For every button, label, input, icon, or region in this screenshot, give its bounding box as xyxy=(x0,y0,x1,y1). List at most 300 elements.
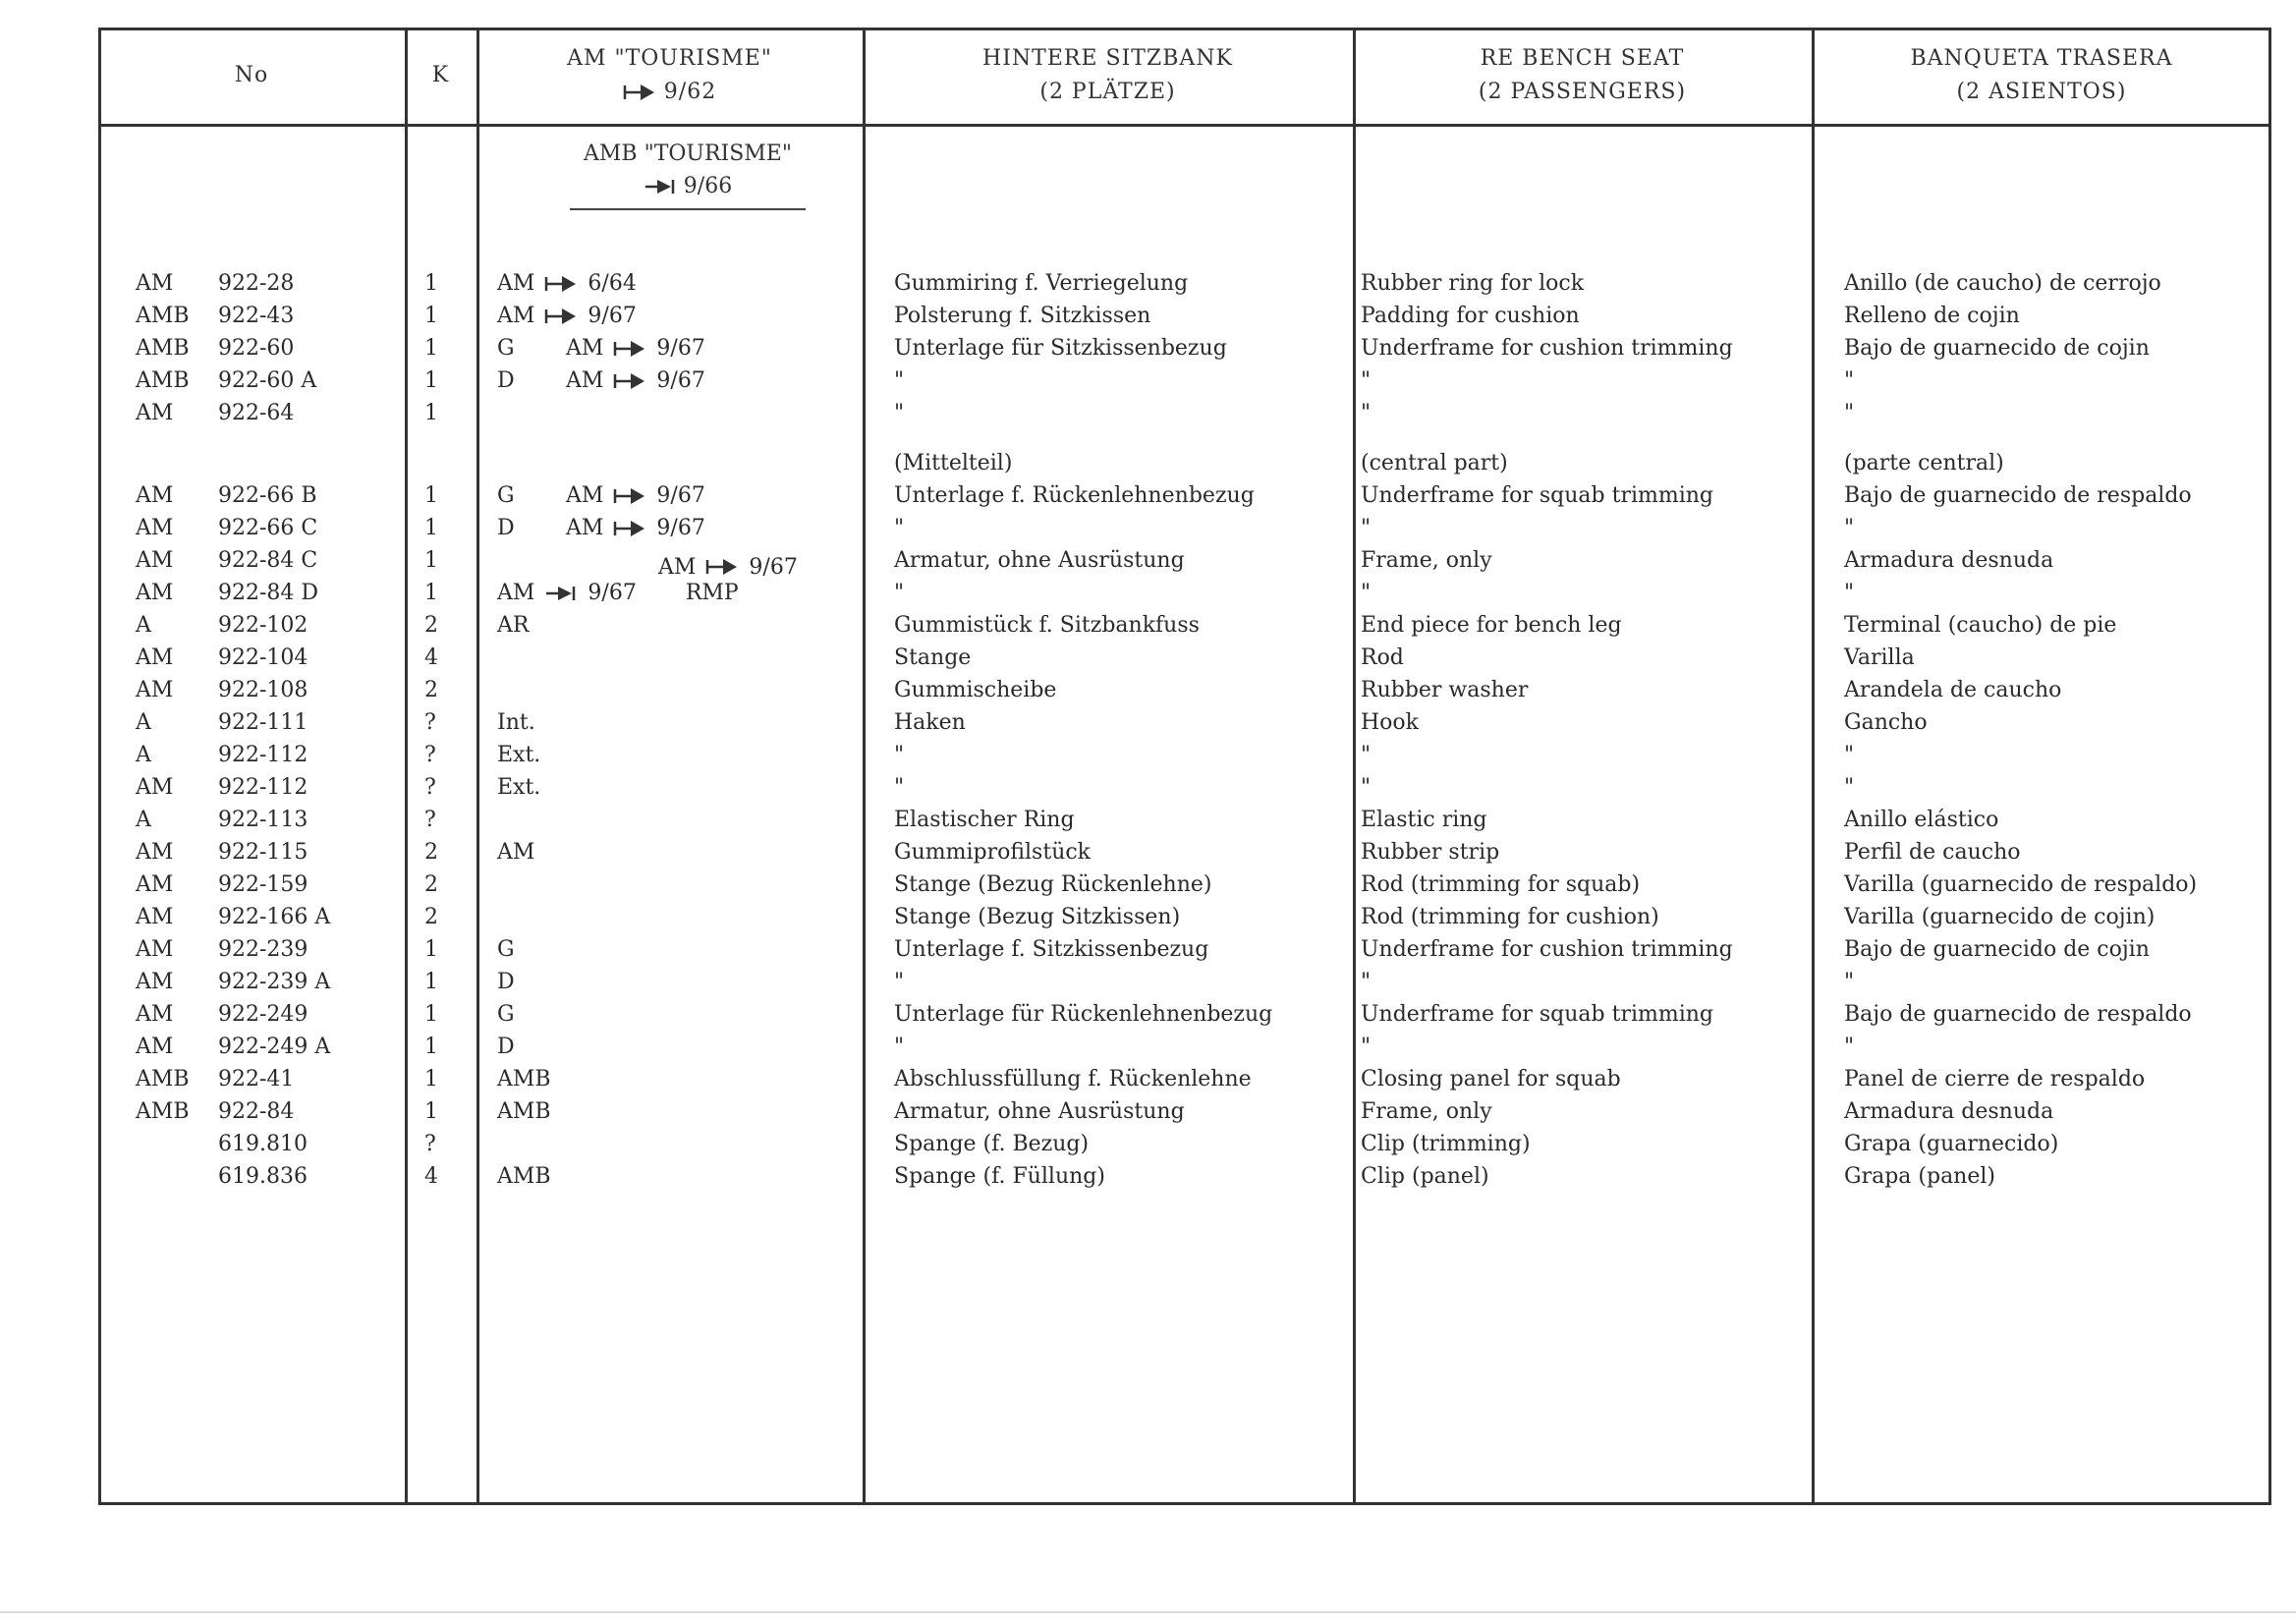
table-row xyxy=(98,739,2271,771)
description-german: " xyxy=(894,516,905,540)
quantity-k: 1 xyxy=(424,970,438,994)
applicability-value xyxy=(497,933,525,966)
part-number: 922-166 A xyxy=(218,905,331,929)
applicability-value xyxy=(497,1063,561,1095)
table-row xyxy=(98,544,2271,580)
quantity-k: 2 xyxy=(424,840,438,865)
sub-header-underline xyxy=(570,208,806,210)
quantity-k: 1 xyxy=(424,548,438,573)
quantity-k: 2 xyxy=(424,613,438,638)
description-spanish: Varilla (guarnecido de respaldo) xyxy=(1844,872,2198,897)
part-number: 922-84 C xyxy=(218,548,318,573)
applicability-code: AMB xyxy=(497,1067,551,1092)
description-spanish: Armadura desnuda xyxy=(1844,1099,2054,1124)
description-german: Unterlage f. Sitzkissenbezug xyxy=(894,937,1209,962)
description-spanish: " xyxy=(1844,368,1855,393)
quantity-k: 1 xyxy=(424,483,438,508)
header-k xyxy=(405,28,476,124)
header-applicability-date: 9/62 xyxy=(663,80,717,104)
applicability-model: AM xyxy=(566,516,604,540)
applicability-cell xyxy=(497,609,538,642)
sub-header-amb xyxy=(501,138,874,210)
header-english-line2: (2 PASSENGERS) xyxy=(1478,80,1687,104)
quantity-k: 1 xyxy=(424,1067,438,1092)
applicability-value xyxy=(497,706,545,739)
description-spanish: " xyxy=(1844,581,1855,605)
end-arrow-icon xyxy=(644,177,677,196)
description-english: Clip (trimming) xyxy=(1361,1132,1531,1156)
description-english: Rod (trimming for squab) xyxy=(1361,872,1641,897)
description-spanish: Perfil de caucho xyxy=(1844,840,2021,865)
applicability-cell xyxy=(497,364,705,397)
description-german: Abschlussfüllung f. Rückenlehne xyxy=(894,1067,1252,1092)
start-arrow-icon xyxy=(613,519,646,538)
applicability-date: 9/67 xyxy=(656,368,705,393)
table-row xyxy=(98,868,2271,901)
part-number: 619.810 xyxy=(218,1132,308,1156)
table-row xyxy=(98,1095,2271,1128)
description-english: " xyxy=(1361,1035,1372,1059)
part-number: 922-112 xyxy=(218,743,308,767)
description-spanish: Anillo elástico xyxy=(1844,808,1999,832)
part-number: 922-104 xyxy=(218,645,308,670)
applicability-code: AM xyxy=(497,840,535,865)
description-english: " xyxy=(1361,581,1372,605)
part-number: 922-60 xyxy=(218,336,295,361)
part-prefix: AMB xyxy=(136,336,190,361)
start-arrow-icon xyxy=(705,557,739,577)
part-prefix: AMB xyxy=(136,368,190,393)
applicability-cell xyxy=(497,642,507,674)
part-prefix: AM xyxy=(136,581,174,605)
applicability-code: D xyxy=(497,1035,515,1059)
applicability-cell xyxy=(497,1063,561,1095)
applicability-code: G xyxy=(497,336,515,361)
applicability-value xyxy=(497,577,739,609)
part-prefix: AM xyxy=(136,970,174,994)
start-arrow-icon xyxy=(544,274,578,294)
applicability-value xyxy=(497,300,637,332)
description-english: Frame, only xyxy=(1361,548,1492,573)
part-number: 922-249 A xyxy=(218,1035,331,1059)
description-german: Gummischeibe xyxy=(894,678,1057,702)
quantity-k: 1 xyxy=(424,304,438,328)
table-row xyxy=(98,300,2271,332)
applicability-date: 9/67 xyxy=(588,304,637,328)
applicability-value xyxy=(497,998,525,1031)
description-english: Hook xyxy=(1361,710,1420,735)
part-number: 922-43 xyxy=(218,304,295,328)
applicability-cell xyxy=(497,933,525,966)
description-german: " xyxy=(894,743,905,767)
applicability-cell xyxy=(497,267,637,300)
table-row xyxy=(98,966,2271,998)
applicability-cell xyxy=(497,577,739,609)
description-german: Armatur, ohne Ausrüstung xyxy=(894,548,1185,573)
description-english: Underframe for cushion trimming xyxy=(1361,336,1733,361)
description-german: (Mittelteil) xyxy=(894,451,1013,476)
applicability-value xyxy=(497,479,705,512)
description-spanish: Terminal (caucho) de pie xyxy=(1844,613,2117,638)
header-no xyxy=(98,28,405,124)
applicability-cell xyxy=(497,332,705,364)
header-german-line1: HINTERE SITZBANK xyxy=(982,46,1233,71)
header-german-line2: (2 PLÄTZE) xyxy=(1039,80,1176,104)
applicability-cell xyxy=(497,868,507,901)
description-spanish: " xyxy=(1844,401,1855,425)
description-german: Stange xyxy=(894,645,972,670)
part-number: 922-239 xyxy=(218,937,308,962)
description-german: Stange (Bezug Sitzkissen) xyxy=(894,905,1181,929)
description-german: Elastischer Ring xyxy=(894,808,1075,832)
part-number: 922-102 xyxy=(218,613,308,638)
part-number: 922-108 xyxy=(218,678,308,702)
header-applicability xyxy=(476,28,863,124)
description-german: Unterlage f. Rückenlehnenbezug xyxy=(894,483,1255,508)
table-row xyxy=(98,1031,2271,1063)
description-spanish: " xyxy=(1844,970,1855,994)
part-number: 922-84 D xyxy=(218,581,319,605)
description-spanish: Varilla (guarnecido de cojin) xyxy=(1844,905,2156,929)
applicability-cell xyxy=(497,300,637,332)
description-spanish: Bajo de guarnecido de respaldo xyxy=(1844,483,2192,508)
applicability-value xyxy=(497,966,525,998)
table-row xyxy=(98,609,2271,642)
part-prefix: AM xyxy=(136,678,174,702)
description-german: Gummiprofilstück xyxy=(894,840,1092,865)
applicability-cell xyxy=(497,1095,561,1128)
table-row xyxy=(98,674,2271,706)
applicability-code: Ext. xyxy=(497,775,541,800)
description-spanish: Anillo (de caucho) de cerrojo xyxy=(1844,271,2161,296)
part-prefix: AMB xyxy=(136,1067,190,1092)
part-number: 922-112 xyxy=(218,775,308,800)
part-number: 922-115 xyxy=(218,840,308,865)
description-german: " xyxy=(894,1035,905,1059)
description-german: " xyxy=(894,970,905,994)
applicability-value xyxy=(497,1160,561,1193)
applicability-value xyxy=(497,267,637,300)
applicability-value xyxy=(497,609,538,642)
applicability-model: AM xyxy=(658,554,697,580)
description-english: Rubber strip xyxy=(1361,840,1500,865)
applicability-code: G xyxy=(497,937,515,962)
applicability-date: 9/67 xyxy=(656,336,705,361)
description-german: Haken xyxy=(894,710,966,735)
table-row xyxy=(98,577,2271,609)
applicability-value xyxy=(497,836,544,868)
header-german xyxy=(863,28,1353,124)
applicability-cell xyxy=(497,674,507,706)
description-spanish: " xyxy=(1844,516,1855,540)
part-number: 922-84 xyxy=(218,1099,295,1124)
description-english: " xyxy=(1361,970,1372,994)
sub-header-date-line xyxy=(501,170,874,202)
part-prefix: AM xyxy=(136,516,174,540)
table-row xyxy=(98,447,2271,479)
part-number: 619.836 xyxy=(218,1164,308,1189)
quantity-k: 1 xyxy=(424,1099,438,1124)
quantity-k: 1 xyxy=(424,1035,438,1059)
description-english: " xyxy=(1361,775,1372,800)
applicability-code: AM xyxy=(497,271,535,296)
description-english: Underframe for cushion trimming xyxy=(1361,937,1733,962)
part-prefix: A xyxy=(136,743,151,767)
quantity-k: ? xyxy=(424,1132,436,1156)
description-english: Rubber ring for lock xyxy=(1361,271,1585,296)
sub-header-line1: AMB "TOURISME" xyxy=(584,141,792,166)
part-prefix: AMB xyxy=(136,1099,190,1124)
applicability-cell xyxy=(497,1160,561,1193)
applicability-model: AM xyxy=(566,368,604,393)
part-prefix: AM xyxy=(136,872,174,897)
applicability-cell xyxy=(497,771,550,804)
quantity-k: 4 xyxy=(424,1164,438,1189)
part-prefix: AM xyxy=(136,271,174,296)
part-number: 922-111 xyxy=(218,710,308,735)
description-german: Spange (f. Füllung) xyxy=(894,1164,1105,1189)
part-prefix: AM xyxy=(136,645,174,670)
quantity-k: 1 xyxy=(424,271,438,296)
quantity-k: 1 xyxy=(424,516,438,540)
description-english: Padding for cushion xyxy=(1361,304,1580,328)
description-english: Frame, only xyxy=(1361,1099,1492,1124)
header-english-line1: RE BENCH SEAT xyxy=(1480,46,1685,71)
quantity-k: 4 xyxy=(424,645,438,670)
applicability-code: AR xyxy=(497,613,530,638)
quantity-k: 2 xyxy=(424,678,438,702)
table-row xyxy=(98,364,2271,397)
description-spanish: Arandela de caucho xyxy=(1844,678,2062,702)
description-spanish: " xyxy=(1844,743,1855,767)
header-applicability-line1: AM "TOURISME" xyxy=(567,46,772,71)
description-german: Unterlage für Sitzkissenbezug xyxy=(894,336,1227,361)
applicability-date: 9/67 xyxy=(749,554,798,580)
description-english: " xyxy=(1361,516,1372,540)
header-k-label: K xyxy=(431,63,450,87)
header-english xyxy=(1353,28,1812,124)
part-number: 922-113 xyxy=(218,808,308,832)
part-prefix: AM xyxy=(136,937,174,962)
part-number: 922-28 xyxy=(218,271,295,296)
part-number: 922-64 xyxy=(218,401,295,425)
table-row xyxy=(98,267,2271,300)
applicability-date: 6/64 xyxy=(588,271,637,296)
description-english: Clip (panel) xyxy=(1361,1164,1489,1189)
applicability-code: G xyxy=(497,483,515,508)
applicability-cell xyxy=(497,1128,507,1160)
applicability-cell xyxy=(497,706,545,739)
applicability-value xyxy=(497,739,550,771)
table-row xyxy=(98,1063,2271,1095)
description-spanish: (parte central) xyxy=(1844,451,2004,476)
table-row xyxy=(98,706,2271,739)
part-prefix: A xyxy=(136,808,151,832)
applicability-code: D xyxy=(497,516,515,540)
description-german: " xyxy=(894,401,905,425)
applicability-date: 9/67 xyxy=(656,483,705,508)
description-english: Rod (trimming for cushion) xyxy=(1361,905,1659,929)
table-row xyxy=(98,804,2271,836)
sub-header-date: 9/66 xyxy=(683,174,733,198)
part-prefix: AM xyxy=(136,840,174,865)
applicability-cell xyxy=(497,998,525,1031)
table-row xyxy=(98,1160,2271,1193)
table-row xyxy=(98,933,2271,966)
start-arrow-icon xyxy=(544,307,578,326)
part-prefix: AMB xyxy=(136,304,190,328)
applicability-cell xyxy=(589,544,798,580)
quantity-k: ? xyxy=(424,808,436,832)
applicability-cell xyxy=(497,1031,525,1063)
quantity-k: 1 xyxy=(424,368,438,393)
applicability-code: D xyxy=(497,368,515,393)
description-spanish: Gancho xyxy=(1844,710,1928,735)
part-number: 922-66 B xyxy=(218,483,317,508)
table-row xyxy=(98,397,2271,429)
table-row xyxy=(98,836,2271,868)
description-german: Armatur, ohne Ausrüstung xyxy=(894,1099,1185,1124)
table-row xyxy=(98,1128,2271,1160)
part-number: 922-239 A xyxy=(218,970,331,994)
applicability-code: D xyxy=(497,970,515,994)
quantity-k: 1 xyxy=(424,581,438,605)
description-english: End piece for bench leg xyxy=(1361,613,1622,638)
header-spanish-line2: (2 ASIENTOS) xyxy=(1956,80,2127,104)
quantity-k: 1 xyxy=(424,1002,438,1027)
applicability-cell xyxy=(497,512,705,544)
table-row xyxy=(98,642,2271,674)
applicability-remark: RMP xyxy=(685,581,739,605)
part-prefix: AM xyxy=(136,401,174,425)
description-spanish: Bajo de guarnecido de cojin xyxy=(1844,937,2150,962)
applicability-model: AM xyxy=(566,483,604,508)
applicability-value xyxy=(497,364,705,397)
applicability-value xyxy=(497,332,705,364)
applicability-cell xyxy=(497,836,544,868)
start-arrow-icon xyxy=(623,83,656,102)
table-row xyxy=(98,479,2271,512)
quantity-k: 1 xyxy=(424,336,438,361)
description-spanish: Bajo de guarnecido de respaldo xyxy=(1844,1002,2192,1027)
description-english: Rod xyxy=(1361,645,1404,670)
description-german: Polsterung f. Sitzkissen xyxy=(894,304,1151,328)
description-english: Underframe for squab trimming xyxy=(1361,483,1714,508)
description-german: Gummistück f. Sitzbankfuss xyxy=(894,613,1200,638)
applicability-code: Ext. xyxy=(497,743,541,767)
part-prefix: AM xyxy=(136,1002,174,1027)
header-spanish xyxy=(1812,28,2271,124)
description-english: Rubber washer xyxy=(1361,678,1529,702)
description-german: " xyxy=(894,581,905,605)
description-english: " xyxy=(1361,368,1372,393)
start-arrow-icon xyxy=(613,339,646,359)
header-no-label: No xyxy=(234,63,269,87)
part-prefix: AM xyxy=(136,548,174,573)
part-prefix: A xyxy=(136,710,151,735)
description-english: (central part) xyxy=(1361,451,1508,476)
description-spanish: " xyxy=(1844,1035,1855,1059)
applicability-cell xyxy=(497,804,507,836)
parts-table xyxy=(98,28,2271,1505)
description-english: Elastic ring xyxy=(1361,808,1487,832)
quantity-k: ? xyxy=(424,743,436,767)
description-english: Underframe for squab trimming xyxy=(1361,1002,1714,1027)
start-arrow-icon xyxy=(613,486,646,506)
applicability-value xyxy=(497,771,550,804)
description-german: " xyxy=(894,368,905,393)
applicability-model: AM xyxy=(566,336,604,361)
applicability-cell xyxy=(497,901,507,933)
applicability-code: AM xyxy=(497,304,535,328)
part-number: 922-41 xyxy=(218,1067,295,1092)
applicability-code: AMB xyxy=(497,1164,551,1189)
description-spanish: Bajo de guarnecido de cojin xyxy=(1844,336,2150,361)
header-spanish-line1: BANQUETA TRASERA xyxy=(1910,46,2173,71)
header-applicability-date-line xyxy=(623,76,716,109)
part-prefix: AM xyxy=(136,905,174,929)
description-german: Unterlage für Rückenlehnenbezug xyxy=(894,1002,1273,1027)
quantity-k: ? xyxy=(424,710,436,735)
description-english: " xyxy=(1361,401,1372,425)
description-german: " xyxy=(894,775,905,800)
start-arrow-icon xyxy=(613,371,646,391)
applicability-cell xyxy=(497,966,525,998)
description-spanish: Grapa (guarnecido) xyxy=(1844,1132,2059,1156)
applicability-value xyxy=(497,512,705,544)
quantity-k: ? xyxy=(424,775,436,800)
quantity-k: 1 xyxy=(424,401,438,425)
table-row xyxy=(98,901,2271,933)
description-spanish: " xyxy=(1844,775,1855,800)
part-prefix: AM xyxy=(136,775,174,800)
description-spanish: Varilla xyxy=(1844,645,1915,670)
part-number: 922-159 xyxy=(218,872,308,897)
part-number: 922-249 xyxy=(218,1002,308,1027)
applicability-value xyxy=(497,1095,561,1128)
applicability-cell xyxy=(497,397,507,429)
part-prefix: AM xyxy=(136,1035,174,1059)
table-row xyxy=(98,771,2271,804)
end-arrow-icon xyxy=(544,584,578,603)
description-english: Closing panel for squab xyxy=(1361,1067,1621,1092)
part-number: 922-66 C xyxy=(218,516,318,540)
table-row xyxy=(98,332,2271,364)
page-bottom-edge xyxy=(0,1611,2296,1613)
description-spanish: Panel de cierre de respaldo xyxy=(1844,1067,2146,1092)
quantity-k: 1 xyxy=(424,937,438,962)
part-prefix: AM xyxy=(136,483,174,508)
table-row xyxy=(98,512,2271,544)
quantity-k: 2 xyxy=(424,905,438,929)
quantity-k: 2 xyxy=(424,872,438,897)
description-spanish: Grapa (panel) xyxy=(1844,1164,1995,1189)
applicability-code: Int. xyxy=(497,710,535,735)
table-row xyxy=(98,998,2271,1031)
applicability-cell xyxy=(497,739,550,771)
applicability-value xyxy=(497,1031,525,1063)
applicability-cell xyxy=(497,479,705,512)
applicability-code: G xyxy=(497,1002,515,1027)
description-english: " xyxy=(1361,743,1372,767)
applicability-code: AMB xyxy=(497,1099,551,1124)
applicability-date: 9/67 xyxy=(656,516,705,540)
description-spanish: Armadura desnuda xyxy=(1844,548,2054,573)
applicability-code: AM xyxy=(497,581,535,605)
part-number: 922-60 A xyxy=(218,368,317,393)
applicability-date: 9/67 xyxy=(588,581,637,605)
description-german: Spange (f. Bezug) xyxy=(894,1132,1090,1156)
